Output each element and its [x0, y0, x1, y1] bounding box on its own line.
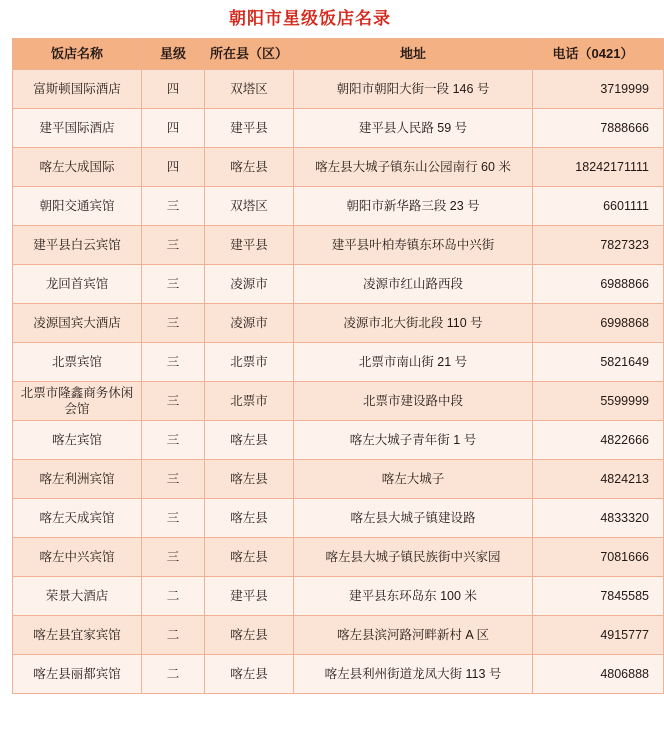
table-row	[13, 421, 664, 460]
cell-hotel-name: 富斯顿国际酒店	[13, 70, 142, 109]
table-header	[13, 39, 664, 70]
cell-county: 凌源市	[205, 265, 294, 304]
cell-county: 喀左县	[205, 499, 294, 538]
cell-address: 朝阳市新华路三段 23 号	[294, 187, 533, 226]
cell-address: 北票市南山街 21 号	[294, 343, 533, 382]
table-row	[13, 382, 664, 421]
cell-star-level: 三	[142, 187, 205, 226]
cell-star-level: 三	[142, 421, 205, 460]
cell-phone: 4806888	[533, 655, 664, 694]
table-row	[13, 226, 664, 265]
cell-phone: 4833320	[533, 499, 664, 538]
cell-star-level: 四	[142, 70, 205, 109]
column-header-county: 所在县（区）	[205, 39, 294, 70]
table-row	[13, 70, 664, 109]
table-row	[13, 460, 664, 499]
cell-star-level: 二	[142, 616, 205, 655]
cell-address: 喀左县滨河路河畔新村 A 区	[294, 616, 533, 655]
cell-county: 北票市	[205, 382, 294, 421]
cell-address: 喀左县利州街道龙凤大街 113 号	[294, 655, 533, 694]
cell-hotel-name: 喀左天成宾馆	[13, 499, 142, 538]
cell-county: 北票市	[205, 343, 294, 382]
cell-county: 喀左县	[205, 616, 294, 655]
cell-hotel-name: 喀左县丽都宾馆	[13, 655, 142, 694]
column-header-phone: 电话（0421）	[533, 39, 664, 70]
cell-phone: 6998868	[533, 304, 664, 343]
cell-phone: 6988866	[533, 265, 664, 304]
cell-star-level: 三	[142, 460, 205, 499]
table-row	[13, 187, 664, 226]
cell-hotel-name: 喀左县宜家宾馆	[13, 616, 142, 655]
cell-hotel-name: 建平县白云宾馆	[13, 226, 142, 265]
cell-address: 北票市建设路中段	[294, 382, 533, 421]
cell-county: 建平县	[205, 226, 294, 265]
cell-county: 建平县	[205, 109, 294, 148]
table-row	[13, 265, 664, 304]
hotel-directory-table	[12, 38, 664, 694]
cell-county: 喀左县	[205, 655, 294, 694]
cell-county: 建平县	[205, 577, 294, 616]
column-header-name: 饭店名称	[13, 39, 142, 70]
cell-phone: 7845585	[533, 577, 664, 616]
table-body	[13, 70, 664, 694]
cell-county: 喀左县	[205, 148, 294, 187]
cell-hotel-name: 喀左利洲宾馆	[13, 460, 142, 499]
cell-county: 喀左县	[205, 538, 294, 577]
table-row	[13, 343, 664, 382]
cell-star-level: 三	[142, 226, 205, 265]
cell-phone: 7888666	[533, 109, 664, 148]
cell-hotel-name: 北票宾馆	[13, 343, 142, 382]
cell-star-level: 二	[142, 655, 205, 694]
page-title: 朝阳市星级饭店名录	[229, 9, 391, 28]
cell-phone: 5599999	[533, 382, 664, 421]
cell-phone: 4915777	[533, 616, 664, 655]
cell-hotel-name: 喀左大成国际	[13, 148, 142, 187]
cell-star-level: 三	[142, 304, 205, 343]
cell-phone: 18242171111	[533, 148, 664, 187]
cell-star-level: 二	[142, 577, 205, 616]
cell-phone: 6601111	[533, 187, 664, 226]
cell-phone: 5821649	[533, 343, 664, 382]
cell-hotel-name: 北票市隆鑫商务休闲会馆	[13, 382, 142, 421]
cell-county: 双塔区	[205, 70, 294, 109]
cell-address: 喀左大城子	[294, 460, 533, 499]
table-row	[13, 577, 664, 616]
cell-county: 凌源市	[205, 304, 294, 343]
cell-phone: 4824213	[533, 460, 664, 499]
cell-address: 建平县人民路 59 号	[294, 109, 533, 148]
column-header-address: 地址	[294, 39, 533, 70]
cell-hotel-name: 朝阳交通宾馆	[13, 187, 142, 226]
column-header-star: 星级	[142, 39, 205, 70]
cell-hotel-name: 建平国际酒店	[13, 109, 142, 148]
table-row	[13, 616, 664, 655]
table-row	[13, 655, 664, 694]
cell-star-level: 四	[142, 109, 205, 148]
cell-hotel-name: 荣景大酒店	[13, 577, 142, 616]
cell-star-level: 三	[142, 343, 205, 382]
cell-address: 喀左大城子青年街 1 号	[294, 421, 533, 460]
cell-phone: 7081666	[533, 538, 664, 577]
cell-star-level: 三	[142, 499, 205, 538]
cell-phone: 3719999	[533, 70, 664, 109]
cell-phone: 4822666	[533, 421, 664, 460]
cell-star-level: 四	[142, 148, 205, 187]
table-row	[13, 499, 664, 538]
cell-hotel-name: 喀左中兴宾馆	[13, 538, 142, 577]
cell-address: 喀左县大城子镇东山公园南行 60 米	[294, 148, 533, 187]
cell-hotel-name: 龙回首宾馆	[13, 265, 142, 304]
cell-address: 建平县东环岛东 100 米	[294, 577, 533, 616]
cell-star-level: 三	[142, 538, 205, 577]
table-row	[13, 109, 664, 148]
table-row	[13, 304, 664, 343]
cell-address: 朝阳市朝阳大街一段 146 号	[294, 70, 533, 109]
table-row	[13, 538, 664, 577]
cell-phone: 7827323	[533, 226, 664, 265]
cell-county: 双塔区	[205, 187, 294, 226]
cell-address: 喀左县大城子镇民族街中兴家园	[294, 538, 533, 577]
cell-hotel-name: 凌源国宾大酒店	[13, 304, 142, 343]
cell-star-level: 三	[142, 382, 205, 421]
cell-address: 凌源市红山路西段	[294, 265, 533, 304]
table-row	[13, 148, 664, 187]
cell-county: 喀左县	[205, 460, 294, 499]
cell-star-level: 三	[142, 265, 205, 304]
cell-county: 喀左县	[205, 421, 294, 460]
cell-address: 喀左县大城子镇建设路	[294, 499, 533, 538]
cell-address: 建平县叶柏寿镇东环岛中兴街	[294, 226, 533, 265]
cell-address: 凌源市北大街北段 110 号	[294, 304, 533, 343]
cell-hotel-name: 喀左宾馆	[13, 421, 142, 460]
table-header-row	[13, 39, 664, 70]
